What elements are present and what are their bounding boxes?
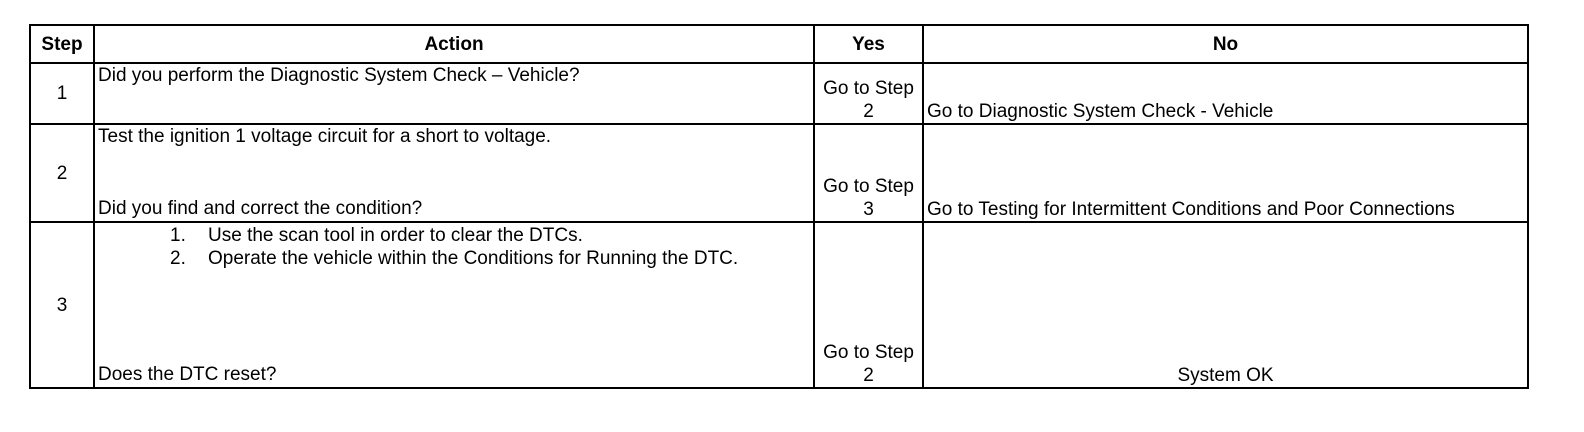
action-cell [94,222,814,388]
yes-label: Go to Step [823,78,914,99]
step-number: 3 [30,222,94,388]
yes-step-number: 2 [863,101,874,122]
step-number: 2 [30,124,94,222]
no-cell: Go to Diagnostic System Check - Vehicle [923,63,1528,124]
yes-step-number: 3 [863,199,874,220]
table-header-row [30,25,1528,63]
header-no: No [923,25,1528,63]
action-text: Test the ignition 1 voltage circuit for a short to voltage. [98,126,552,147]
substep-item [170,247,810,270]
yes-cell [814,222,923,388]
table-row [30,63,1528,124]
substep-text: Use the scan tool in order to clear the DTCs. [208,225,583,246]
table-row [30,124,1528,222]
no-cell: System OK [923,222,1528,388]
yes-step-number: 2 [863,365,874,386]
action-text: Did you perform the Diagnostic System Check – Vehicle? [98,65,580,86]
header-action: Action [94,25,814,63]
header-step: Step [30,25,94,63]
substep-number: 2. [170,248,186,269]
substep-item [170,224,810,247]
action-question: Did you find and correct the condition? [98,198,423,219]
yes-cell [814,124,923,222]
action-question: Does the DTC reset? [98,364,277,385]
diagnostic-table [29,24,1529,389]
no-cell: Go to Testing for Intermittent Conditions and Poor Connections [923,124,1528,222]
substep-text: Operate the vehicle within the Conditions for Running the DTC. [208,248,739,269]
substep-number: 1. [170,225,186,246]
yes-label: Go to Step [823,342,914,363]
substep-list [98,224,810,270]
action-cell [94,63,814,124]
step-number: 1 [30,63,94,124]
action-cell [94,124,814,222]
yes-label: Go to Step [823,176,914,197]
table-row [30,222,1528,388]
yes-cell [814,63,923,124]
header-yes: Yes [814,25,923,63]
